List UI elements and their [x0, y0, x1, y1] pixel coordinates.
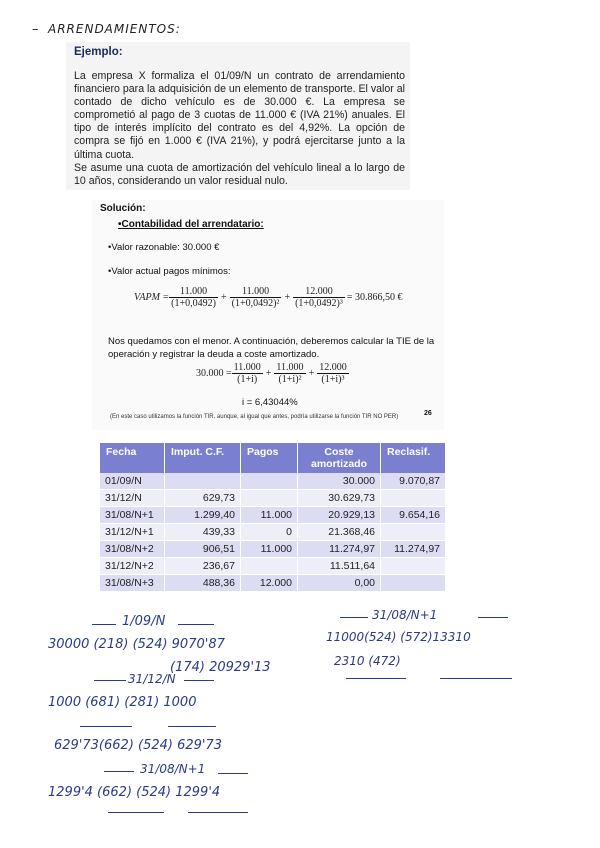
ejemplo-box [66, 42, 410, 190]
vapm-result: = 30.866,50 € [346, 292, 403, 303]
table-row: 31/08/N+3 488,36 12.000 0,00 [100, 575, 446, 592]
ejemplo-title: Ejemplo: [74, 46, 123, 58]
rule-line [188, 812, 248, 813]
rule-line [94, 680, 126, 681]
rule-line [340, 617, 368, 618]
i-result: i = 6,43044% [242, 397, 298, 408]
hw-entry-r2: 2310 (472) [334, 654, 401, 668]
hw-entry-1b: (174) 20929'13 [170, 660, 271, 675]
nos-quedamos-text: Nos quedamos con el menor. A continuación, deberemos calcular la TIE de la operación y registrar la deuda a coste amortizado. [108, 336, 435, 360]
header-pagos: Pagos [241, 443, 298, 473]
rule-line [104, 771, 134, 772]
tie-term: $\frac{11.000}{(1+i)}$ [233, 362, 261, 385]
hw-date-1: 1/09/N [122, 614, 166, 629]
table-row: 31/08/N+2 906,51 11.000 11.274,97 11.274,97 [100, 541, 446, 558]
rule-line [440, 678, 512, 679]
hw-date-right: 31/08/N+1 [372, 608, 438, 622]
hw-entry-3a: 1299'4 (662) (524) 1299'4 [48, 785, 221, 800]
hw-date-3: 31/08/N+1 [140, 762, 206, 776]
ejemplo-body [74, 70, 405, 188]
rule-line [168, 726, 216, 727]
rule-line [184, 680, 214, 681]
table-row: 01/09/N 30.000 9.070,87 [100, 473, 446, 490]
solucion-subtitle: •Contabilidad del arrendatario: [118, 219, 264, 230]
footnote: (En este caso utilizamos la función TIR, aunque, al igual que antes, podría utilizarse la función TIR NO PER) [110, 414, 399, 420]
ejemplo-paragraph-1: La empresa X formaliza el 01/09/N un contrato de arrendamiento financiero para la adquisición de un elemento de transporte. El valor al contado de dicho vehículo es de 30.000 €. La empresa se comprometió al pago de 3 cuotas de 11.000 € (IVA 21%) anuales. El tipo de interés implícito del contrato es del 4,92%. La opción de compra se fijó en 1.000 € (IVA 21%), y podrá ejercitarse junto a la última cuota. [74, 70, 405, 161]
vapm-term: $\frac{12.000}{\text{(1+0,0492)³}}$ [295, 286, 343, 309]
valor-actual-label: •Valor actual pagos mínimos: [108, 266, 231, 277]
rule-line [346, 678, 406, 679]
table-header-row [100, 443, 446, 473]
header-reclasif: Reclasif. [381, 443, 446, 473]
vapm-term: $\frac{11.000}{(1+0,0492)}$ [171, 286, 216, 309]
hw-entry-2a: 1000 (681) (281) 1000 [48, 695, 197, 710]
table-row: 31/12/N+1 439,33 0 21.368,46 [100, 524, 446, 541]
ejemplo-paragraph-2: Se asume una cuota de amortización del vehículo lineal a lo largo de 10 años, considerando un valor residual nulo. [74, 161, 405, 187]
hw-date-2: 31/12/N [128, 672, 176, 686]
amortization-table [100, 443, 446, 592]
tie-lhs: 30.000 = [196, 368, 232, 379]
header-fecha: Fecha [100, 443, 165, 473]
header-dash: – [32, 22, 39, 37]
rule-line [218, 773, 248, 774]
tie-term: $\frac{12.000}{\text{(1+i)³}}$ [319, 362, 347, 385]
rule-line [178, 624, 214, 625]
valor-razonable: •Valor razonable: 30.000 € [108, 242, 220, 253]
table-row: 31/12/N+2 236,67 11.511,64 [100, 558, 446, 575]
header-coste: Coste amortizado [298, 443, 381, 473]
table-row: 31/08/N+1 1.299,40 11.000 20.929,13 9.654,16 [100, 507, 446, 524]
hw-entry-1a: 30000 (218) (524) 9070'87 [48, 637, 225, 652]
page-number: 26 [424, 410, 432, 417]
vapm-lhs: VAPM = [134, 292, 170, 303]
tie-equation: 30.000 = $\frac{11.000}{(1+i)}$ + $\frac{11.000}{\text{(1+i)²}}$ + $\frac{12.000}{\text{(1+i)³}}$ [196, 362, 347, 385]
rule-line [108, 812, 164, 813]
solucion-box [92, 200, 444, 430]
rule-line [92, 624, 116, 625]
solucion-title: Solución: [100, 203, 146, 214]
vapm-term: $\frac{11.000}{\text{(1+0,0492)²}}$ [231, 286, 280, 309]
header-note: ARRENDAMIENTOS: [48, 22, 181, 36]
hw-entry-2b: 629'73(662) (524) 629'73 [54, 738, 223, 753]
vapm-equation: VAPM = $\frac{11.000}{(1+0,0492)}$ + $\frac{11.000}{\text{(1+0,0492)²}}$ + $\frac{12.000}{\text{(1+0,0492)³}}$ = 30.866,50 € [134, 286, 403, 309]
tie-term: $\frac{11.000}{\text{(1+i)²}}$ [276, 362, 304, 385]
hw-entry-r1: 11000(524) (572)13310 [326, 630, 471, 644]
rule-line [478, 617, 508, 618]
header-imput: Imput. C.F. [165, 443, 241, 473]
table-row: 31/12/N 629,73 30.629,73 [100, 490, 446, 507]
rule-line [80, 726, 132, 727]
